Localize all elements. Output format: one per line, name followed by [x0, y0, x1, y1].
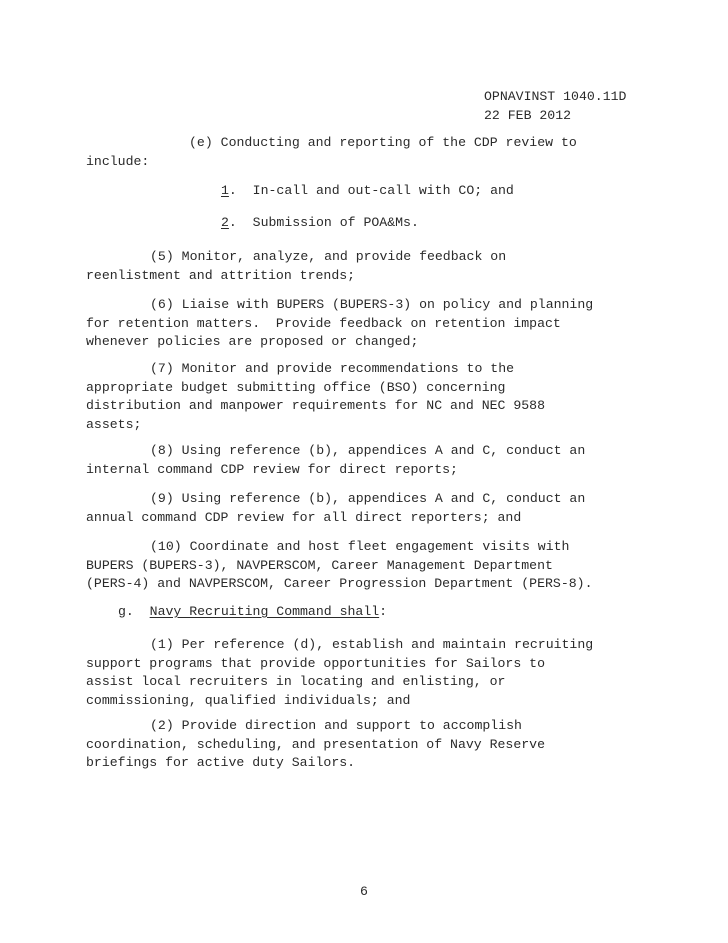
paragraph-10-line1: (10) Coordinate and host fleet engagement visits with	[150, 539, 570, 554]
paragraph-e-2-line	[86, 214, 656, 233]
paragraph-7-line2: appropriate budget submitting office (BSO) concerning	[86, 379, 506, 395]
paragraph-7-line1: (7) Monitor and provide recommendations to the	[150, 361, 515, 376]
paragraph-10	[86, 538, 656, 594]
subitem-number: 2	[221, 215, 229, 230]
subitem-text: . In-call and out-call with CO; and	[228, 183, 514, 198]
paragraph-g	[86, 603, 656, 622]
paragraph-g-2	[86, 717, 656, 773]
paragraph-6-line2: for retention matters. Provide feedback on retention impact	[86, 315, 561, 331]
paragraph-8	[86, 442, 656, 479]
paragraph-10-line2: BUPERS (BUPERS-3), NAVPERSCOM, Career Management Department	[86, 557, 553, 573]
doc-id: OPNAVINST 1040.11D	[484, 89, 627, 104]
subitem-number: 1	[221, 183, 229, 198]
paragraph-e-2	[86, 214, 656, 233]
paragraph-g-2-line1: (2) Provide direction and support to accomplish	[150, 718, 522, 733]
paragraph-g-1-line1: (1) Per reference (d), establish and maintain recruiting	[150, 637, 594, 652]
page-number: 6	[360, 884, 368, 899]
paragraph-9-line1: (9) Using reference (b), appendices A and C, conduct an	[150, 491, 586, 506]
document-header	[484, 88, 626, 125]
paragraph-5	[86, 248, 656, 285]
paragraph-8-line1: (8) Using reference (b), appendices A and C, conduct an	[150, 443, 586, 458]
paragraph-5-line1: (5) Monitor, analyze, and provide feedback on	[150, 249, 507, 264]
paragraph-6-line1: (6) Liaise with BUPERS (BUPERS-3) on policy and planning	[150, 297, 594, 312]
paragraph-g-2-line3: briefings for active duty Sailors.	[86, 755, 356, 770]
paragraph-7-line4: assets;	[86, 416, 142, 432]
paragraph-e-line2: include:	[86, 153, 150, 169]
paragraph-7	[86, 360, 656, 434]
paragraph-g-label: g.	[118, 604, 134, 619]
paragraph-g-1-line4: commissioning, qualified individuals; and	[86, 692, 411, 708]
paragraph-7-line3: distribution and manpower requirements for NC and NEC 9588	[86, 398, 545, 413]
paragraph-5-line2: reenlistment and attrition trends;	[86, 267, 356, 283]
paragraph-g-heading-line	[86, 603, 656, 622]
paragraph-g-2-line2: coordination, scheduling, and presentation of Navy Reserve	[86, 736, 545, 752]
paragraph-e-1	[86, 182, 656, 201]
paragraph-10-line3: (PERS-4) and NAVPERSCOM, Career Progression Department (PERS-8).	[86, 576, 593, 591]
subitem-text: . Submission of POA&Ms.	[228, 215, 419, 230]
paragraph-e	[86, 134, 656, 171]
paragraph-8-line2: internal command CDP review for direct reports;	[86, 461, 458, 477]
paragraph-g-1-line3: assist local recruiters in locating and enlisting, or	[86, 674, 506, 689]
paragraph-e-1-line	[86, 182, 656, 201]
paragraph-9	[86, 490, 656, 527]
paragraph-g-heading: Navy Recruiting Command shall	[149, 604, 380, 619]
paragraph-e-line1: (e) Conducting and reporting of the CDP review to	[189, 135, 577, 150]
paragraph-g-colon: :	[379, 604, 388, 619]
paragraph-6-line3: whenever policies are proposed or changed;	[86, 334, 419, 349]
paragraph-9-line2: annual command CDP review for all direct reporters; and	[86, 509, 522, 525]
paragraph-g-1	[86, 636, 656, 710]
paragraph-6	[86, 296, 656, 352]
doc-date: 22 FEB 2012	[484, 107, 572, 123]
paragraph-g-1-line2: support programs that provide opportunities for Sailors to	[86, 655, 545, 671]
